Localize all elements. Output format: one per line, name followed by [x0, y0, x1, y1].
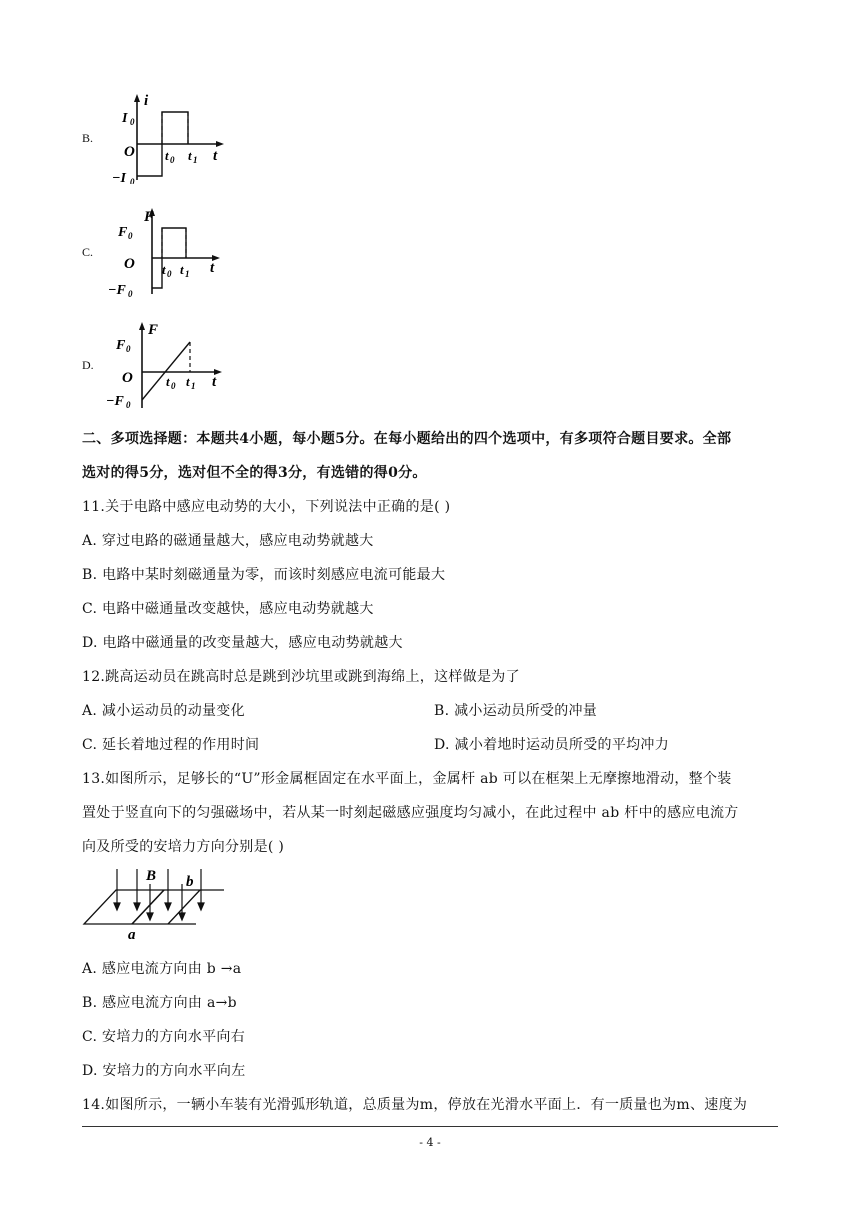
graph-c-pos-sub: 0: [128, 231, 133, 241]
section2-heading-line2: 选对的得5分，选对但不全的得3分，有选错的得0分。: [82, 465, 427, 481]
section2-heading-line1: 二、多项选择题：本题共4小题，每小题5分。在每小题给出的四个选项中，有多项符合题目要求。全部: [82, 431, 732, 447]
graph-b-t-axis-label: t: [213, 148, 218, 164]
graph-b-y-axis-label: i: [144, 93, 149, 109]
q11-option-c: C. 电路中磁通量改变越快，感应电动势就越大: [82, 601, 374, 617]
q13-fig-label-B: B: [146, 868, 157, 884]
footer-rule: [82, 1126, 778, 1127]
graph-b-t0-sub: 0: [170, 155, 175, 165]
q12-option-d: D. 减小着地时运动员所受的平均冲力: [434, 737, 670, 753]
q12-stem: 12.跳高运动员在跳高时总是跳到沙坑里或跳到海绵上，这样做是为了: [82, 669, 520, 685]
graph-b-current-time: [104, 92, 229, 184]
graph-c-t1: t: [180, 262, 184, 277]
q11-stem: 11.关于电路中感应电动势的大小，下列说法中正确的是( ): [82, 499, 451, 515]
graph-b-pos-label: I: [122, 111, 128, 126]
graph-c-force-time: [104, 206, 229, 298]
graph-b-origin: O: [124, 144, 135, 160]
graph-d-force-time: [104, 320, 229, 412]
graph-d-pos-sub: 0: [126, 344, 131, 354]
q13-u-frame-figure: [80, 864, 230, 944]
graph-b-t1: t: [188, 148, 192, 163]
q13-stem-line2: 置处于竖直向下的匀强磁场中，若从某一时刻起磁感应强度均匀减小，在此过程中 ab 杆中的感应电流方: [82, 805, 739, 821]
q12-option-a: A. 减小运动员的动量变化: [82, 703, 245, 719]
graph-c-neg-sub: 0: [128, 289, 133, 298]
graph-c-t0: t: [162, 262, 166, 277]
graph-b-pos-sub: 0: [130, 117, 135, 127]
q14-stem-line1: 14.如图所示，一辆小车装有光滑弧形轨道，总质量为m，停放在光滑水平面上．有一质量也为m、速度为: [82, 1097, 748, 1113]
graph-d-y-axis-label: F: [148, 322, 159, 338]
q11-option-d: D. 电路中磁通量的改变量越大，感应电动势就越大: [82, 635, 403, 651]
option-c-letter: C.: [82, 245, 94, 259]
q13-fig-label-a: a: [128, 927, 136, 943]
q13-option-d: D. 安培力的方向水平向左: [82, 1063, 246, 1079]
page-number: - 4 -: [419, 1136, 441, 1149]
q13-option-a: A. 感应电流方向由 b →a: [82, 961, 242, 977]
graph-c-neg-label: −F: [108, 283, 126, 298]
graph-c-t-axis-label: t: [210, 260, 215, 276]
q11-option-b: B. 电路中某时刻磁通量为零，而该时刻感应电流可能最大: [82, 567, 446, 583]
graph-b-neg-sub: 0: [130, 177, 135, 184]
graph-d-neg-sub: 0: [126, 400, 131, 410]
graph-d-t1: t: [186, 374, 190, 389]
option-d-letter: D.: [82, 358, 94, 372]
graph-c-y-axis-label: F: [144, 209, 155, 225]
graph-c-origin: O: [124, 256, 135, 272]
q13-stem-line3: 向及所受的安培力方向分别是( ): [82, 839, 285, 855]
q13-fig-label-b: b: [186, 874, 194, 890]
q11-option-a: A. 穿过电路的磁通量越大，感应电动势就越大: [82, 533, 374, 549]
graph-d-neg-label: −F: [106, 394, 124, 409]
q13-option-c: C. 安培力的方向水平向右: [82, 1029, 246, 1045]
graph-d-t-axis-label: t: [212, 374, 217, 390]
q12-option-b: B. 减小运动员所受的冲量: [434, 703, 598, 719]
graph-c-t1-sub: 1: [185, 269, 190, 279]
graph-d-t0-sub: 0: [171, 381, 176, 391]
graph-b-neg-label: −I: [112, 171, 126, 184]
q12-option-c: C. 延长着地过程的作用时间: [82, 737, 260, 753]
graph-d-pos-label: F: [116, 338, 126, 353]
graph-d-origin: O: [122, 370, 133, 386]
option-b-letter: B.: [82, 131, 94, 145]
graph-b-t0: t: [165, 148, 169, 163]
graph-b-t1-sub: 1: [193, 155, 198, 165]
graph-d-t1-sub: 1: [191, 381, 196, 391]
q13-option-b: B. 感应电流方向由 a→b: [82, 995, 237, 1011]
graph-c-pos-label: F: [118, 225, 128, 240]
graph-c-t0-sub: 0: [167, 269, 172, 279]
graph-d-t0: t: [166, 374, 170, 389]
q13-stem-line1: 13.如图所示，足够长的“U”形金属框固定在水平面上，金属杆 ab 可以在框架上无摩擦地滑动，整个装: [82, 771, 732, 787]
